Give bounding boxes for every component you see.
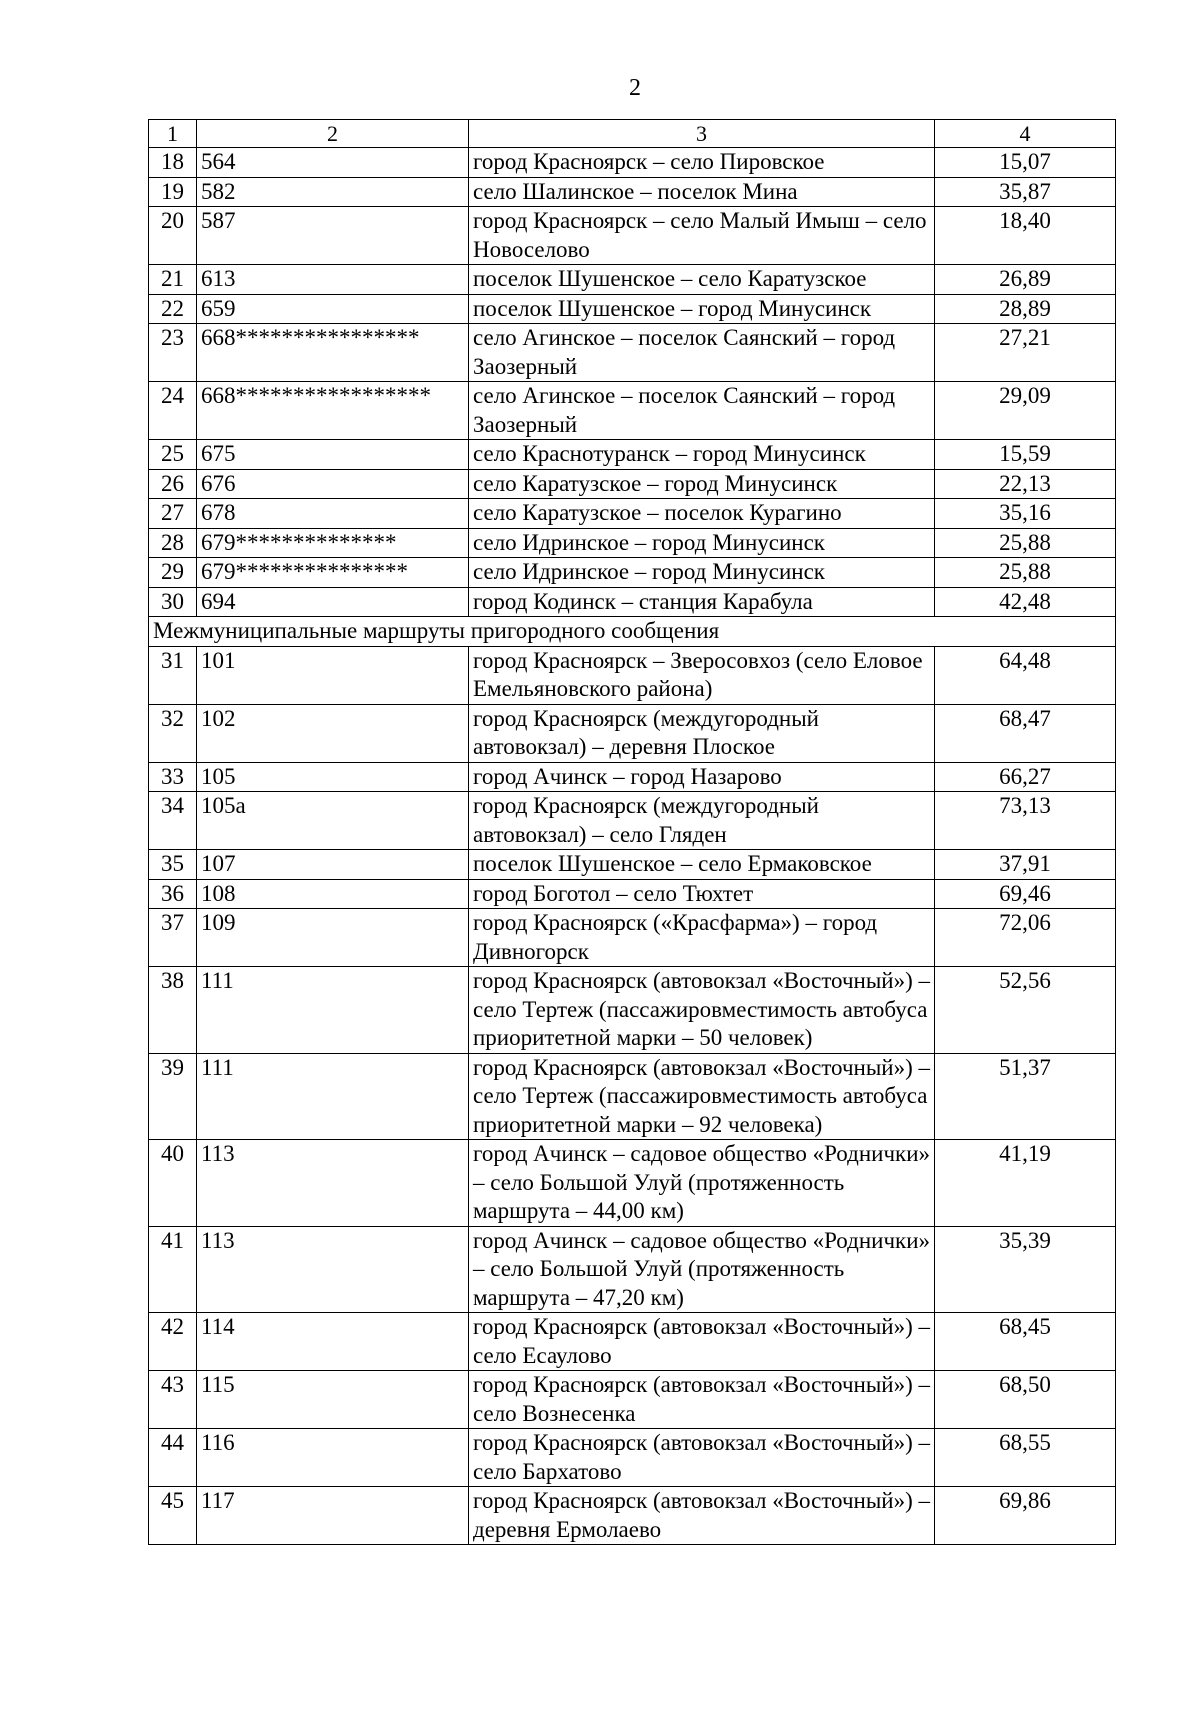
route-value: 73,13 bbox=[935, 792, 1116, 850]
route-code: 582 bbox=[197, 177, 469, 207]
route-value: 42,48 bbox=[935, 587, 1116, 617]
route-value: 15,07 bbox=[935, 148, 1116, 178]
header-cell-4: 4 bbox=[935, 120, 1116, 148]
route-name: город Красноярск («Красфарма») – город Дивногорск bbox=[469, 909, 935, 967]
route-code: 117 bbox=[197, 1487, 469, 1545]
row-number: 21 bbox=[149, 265, 197, 295]
row-number: 19 bbox=[149, 177, 197, 207]
route-code: 613 bbox=[197, 265, 469, 295]
route-value: 37,91 bbox=[935, 850, 1116, 880]
route-code: 109 bbox=[197, 909, 469, 967]
header-row bbox=[149, 120, 1116, 148]
route-value: 35,39 bbox=[935, 1226, 1116, 1313]
route-value: 68,55 bbox=[935, 1429, 1116, 1487]
route-value: 64,48 bbox=[935, 646, 1116, 704]
route-value: 15,59 bbox=[935, 440, 1116, 470]
route-name: село Идринское – город Минусинск bbox=[469, 528, 935, 558]
row-number: 40 bbox=[149, 1140, 197, 1227]
route-value: 25,88 bbox=[935, 558, 1116, 588]
route-code: 105а bbox=[197, 792, 469, 850]
table-row bbox=[149, 1313, 1116, 1371]
route-name: поселок Шушенское – село Каратузское bbox=[469, 265, 935, 295]
route-code: 675 bbox=[197, 440, 469, 470]
header-cell-1: 1 bbox=[149, 120, 197, 148]
routes-table bbox=[148, 119, 1116, 1545]
route-name: село Шалинское – поселок Мина bbox=[469, 177, 935, 207]
route-code: 668**************** bbox=[197, 324, 469, 382]
route-name: город Красноярск (автовокзал «Восточный») – деревня Ермолаево bbox=[469, 1487, 935, 1545]
route-code: 105 bbox=[197, 762, 469, 792]
row-number: 18 bbox=[149, 148, 197, 178]
route-value: 68,47 bbox=[935, 704, 1116, 762]
table-row bbox=[149, 967, 1116, 1054]
table-row bbox=[149, 587, 1116, 617]
route-code: 115 bbox=[197, 1371, 469, 1429]
route-code: 111 bbox=[197, 1053, 469, 1140]
table-row bbox=[149, 1053, 1116, 1140]
route-value: 72,06 bbox=[935, 909, 1116, 967]
route-name: город Красноярск (автовокзал «Восточный») – село Тертеж (пассажировместимость автобуса приоритетной марки – 92 человека) bbox=[469, 1053, 935, 1140]
row-number: 43 bbox=[149, 1371, 197, 1429]
route-value: 18,40 bbox=[935, 207, 1116, 265]
route-name: город Красноярск (автовокзал «Восточный») – село Тертеж (пассажировместимость автобуса приоритетной марки – 50 человек) bbox=[469, 967, 935, 1054]
row-number: 26 bbox=[149, 469, 197, 499]
table-row bbox=[149, 909, 1116, 967]
route-value: 35,16 bbox=[935, 499, 1116, 529]
route-code: 113 bbox=[197, 1226, 469, 1313]
intercity-routes-group bbox=[149, 148, 1116, 617]
table-row bbox=[149, 762, 1116, 792]
route-value: 25,88 bbox=[935, 528, 1116, 558]
table-row bbox=[149, 646, 1116, 704]
row-number: 41 bbox=[149, 1226, 197, 1313]
route-value: 69,86 bbox=[935, 1487, 1116, 1545]
route-name: город Красноярск – село Пировское bbox=[469, 148, 935, 178]
table-row bbox=[149, 177, 1116, 207]
table-row bbox=[149, 704, 1116, 762]
route-value: 66,27 bbox=[935, 762, 1116, 792]
route-value: 69,46 bbox=[935, 879, 1116, 909]
route-code: 678 bbox=[197, 499, 469, 529]
route-value: 29,09 bbox=[935, 382, 1116, 440]
row-number: 32 bbox=[149, 704, 197, 762]
route-code: 116 bbox=[197, 1429, 469, 1487]
route-code: 668***************** bbox=[197, 382, 469, 440]
table-row bbox=[149, 148, 1116, 178]
route-code: 676 bbox=[197, 469, 469, 499]
route-code: 694 bbox=[197, 587, 469, 617]
table-row bbox=[149, 440, 1116, 470]
route-name: город Красноярск – Зверосовхоз (село Еловое Емельяновского района) bbox=[469, 646, 935, 704]
route-name: город Кодинск – станция Карабула bbox=[469, 587, 935, 617]
section-title: Межмуниципальные маршруты пригородного сообщения bbox=[149, 617, 1116, 647]
route-value: 35,87 bbox=[935, 177, 1116, 207]
header-cell-2: 2 bbox=[197, 120, 469, 148]
route-code: 587 bbox=[197, 207, 469, 265]
row-number: 45 bbox=[149, 1487, 197, 1545]
row-number: 36 bbox=[149, 879, 197, 909]
table-row bbox=[149, 265, 1116, 295]
route-name: город Красноярск (междугородный автовокзал) – село Гляден bbox=[469, 792, 935, 850]
route-name: село Агинское – поселок Саянский – город Заозерный bbox=[469, 324, 935, 382]
route-code: 659 bbox=[197, 294, 469, 324]
route-code: 679************** bbox=[197, 528, 469, 558]
suburban-routes-group bbox=[149, 646, 1116, 1545]
table-row bbox=[149, 1487, 1116, 1545]
route-name: город Красноярск – село Малый Имыш – село Новоселово bbox=[469, 207, 935, 265]
route-name: поселок Шушенское – село Ермаковское bbox=[469, 850, 935, 880]
row-number: 37 bbox=[149, 909, 197, 967]
route-value: 68,45 bbox=[935, 1313, 1116, 1371]
route-name: город Красноярск (автовокзал «Восточный») – село Вознесенка bbox=[469, 1371, 935, 1429]
table-row bbox=[149, 1140, 1116, 1227]
route-name: город Красноярск (автовокзал «Восточный») – село Есаулово bbox=[469, 1313, 935, 1371]
table-row bbox=[149, 1429, 1116, 1487]
route-name: город Ачинск – город Назарово bbox=[469, 762, 935, 792]
route-code: 108 bbox=[197, 879, 469, 909]
route-name: село Каратузское – поселок Курагино bbox=[469, 499, 935, 529]
table-row bbox=[149, 558, 1116, 588]
route-name: город Ачинск – садовое общество «Роднички» – село Большой Улуй (протяженность маршрута – 44,00 км) bbox=[469, 1140, 935, 1227]
page-number: 2 bbox=[629, 75, 641, 101]
route-value: 68,50 bbox=[935, 1371, 1116, 1429]
row-number: 34 bbox=[149, 792, 197, 850]
row-number: 20 bbox=[149, 207, 197, 265]
section-row bbox=[149, 617, 1116, 647]
route-name: село Идринское – город Минусинск bbox=[469, 558, 935, 588]
row-number: 38 bbox=[149, 967, 197, 1054]
row-number: 22 bbox=[149, 294, 197, 324]
table-row bbox=[149, 879, 1116, 909]
route-name: город Красноярск (автовокзал «Восточный») – село Бархатово bbox=[469, 1429, 935, 1487]
table-row bbox=[149, 207, 1116, 265]
row-number: 27 bbox=[149, 499, 197, 529]
row-number: 33 bbox=[149, 762, 197, 792]
table-row bbox=[149, 382, 1116, 440]
route-name: город Ачинск – садовое общество «Роднички» – село Большой Улуй (протяженность маршрута – 47,20 км) bbox=[469, 1226, 935, 1313]
route-value: 26,89 bbox=[935, 265, 1116, 295]
table-row bbox=[149, 1226, 1116, 1313]
route-value: 41,19 bbox=[935, 1140, 1116, 1227]
row-number: 30 bbox=[149, 587, 197, 617]
route-name: город Красноярск (междугородный автовокзал) – деревня Плоское bbox=[469, 704, 935, 762]
row-number: 28 bbox=[149, 528, 197, 558]
section-header-group bbox=[149, 617, 1116, 647]
row-number: 44 bbox=[149, 1429, 197, 1487]
route-value: 27,21 bbox=[935, 324, 1116, 382]
row-number: 24 bbox=[149, 382, 197, 440]
route-value: 28,89 bbox=[935, 294, 1116, 324]
row-number: 31 bbox=[149, 646, 197, 704]
route-code: 113 bbox=[197, 1140, 469, 1227]
row-number: 35 bbox=[149, 850, 197, 880]
row-number: 39 bbox=[149, 1053, 197, 1140]
route-name: город Боготол – село Тюхтет bbox=[469, 879, 935, 909]
table-row bbox=[149, 1371, 1116, 1429]
row-number: 42 bbox=[149, 1313, 197, 1371]
table-row bbox=[149, 324, 1116, 382]
route-code: 114 bbox=[197, 1313, 469, 1371]
route-value: 52,56 bbox=[935, 967, 1116, 1054]
table-row bbox=[149, 528, 1116, 558]
row-number: 29 bbox=[149, 558, 197, 588]
route-code: 111 bbox=[197, 967, 469, 1054]
table-row bbox=[149, 294, 1116, 324]
route-value: 51,37 bbox=[935, 1053, 1116, 1140]
route-code: 564 bbox=[197, 148, 469, 178]
table-row bbox=[149, 469, 1116, 499]
route-code: 101 bbox=[197, 646, 469, 704]
table-row bbox=[149, 792, 1116, 850]
route-name: село Агинское – поселок Саянский – город Заозерный bbox=[469, 382, 935, 440]
route-name: село Краснотуранск – город Минусинск bbox=[469, 440, 935, 470]
table-row bbox=[149, 850, 1116, 880]
route-name: поселок Шушенское – город Минусинск bbox=[469, 294, 935, 324]
route-value: 22,13 bbox=[935, 469, 1116, 499]
route-code: 107 bbox=[197, 850, 469, 880]
route-code: 679*************** bbox=[197, 558, 469, 588]
route-name: село Каратузское – город Минусинск bbox=[469, 469, 935, 499]
header-cell-3: 3 bbox=[469, 120, 935, 148]
row-number: 23 bbox=[149, 324, 197, 382]
route-code: 102 bbox=[197, 704, 469, 762]
table-row bbox=[149, 499, 1116, 529]
row-number: 25 bbox=[149, 440, 197, 470]
